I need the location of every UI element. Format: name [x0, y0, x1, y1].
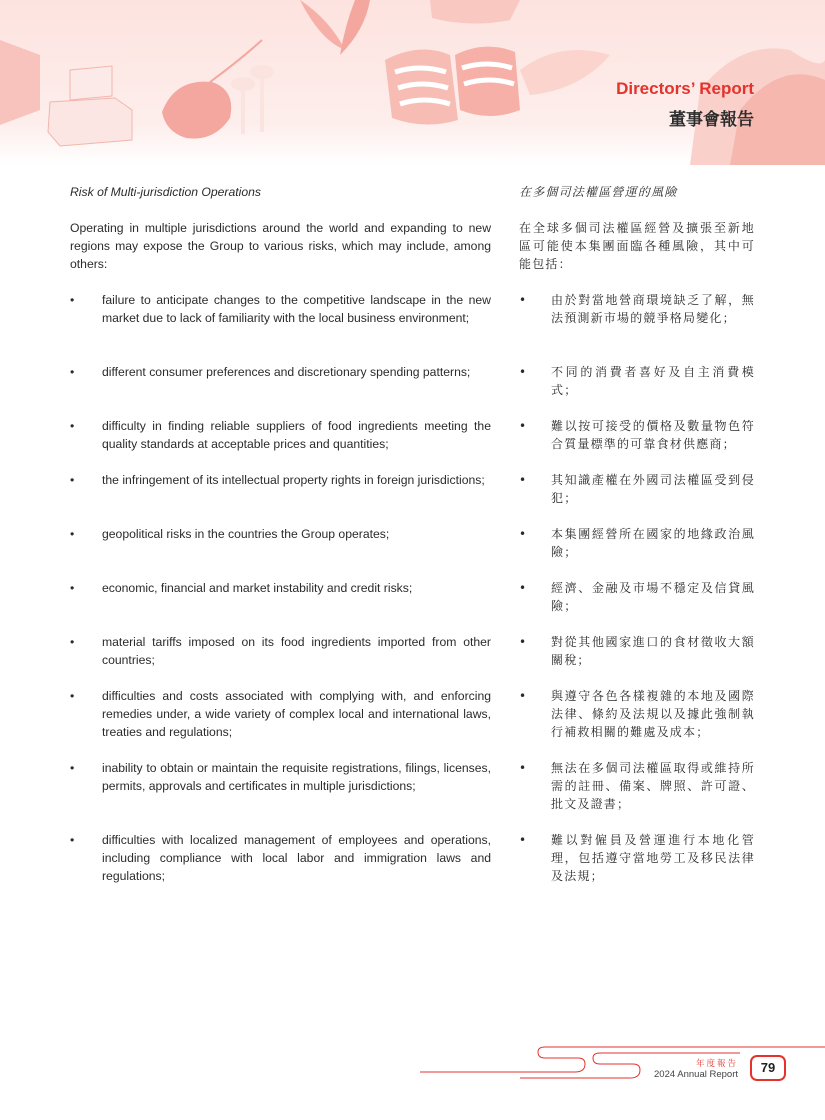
english-column [70, 183, 491, 883]
list-item: • 不同的消費者喜好及自主消費模式； [519, 365, 755, 397]
bullet-dot: • [519, 833, 528, 847]
bullet-dot: • [519, 635, 528, 649]
bullet-dot: • [70, 293, 75, 307]
bullet-dot: • [70, 473, 75, 487]
report-title-en: Directors’ Report [616, 79, 754, 98]
footer-label-zh: 年度報告 [695, 1059, 738, 1069]
bullet-dot: • [70, 833, 75, 847]
list-item: • 其知識產權在外國司法權區受到侵犯； [519, 473, 755, 505]
bullet-dot: • [70, 581, 75, 595]
list-item: • inability to obtain or maintain the requisite registrations, filings, licenses, permits, approvals and certificates in multiple jurisdictions; [70, 761, 491, 793]
list-item: • 難以對僱員及營運進行本地化管理，包括遵守當地勞工及移民法律及法規； [519, 833, 755, 883]
chinese-column [519, 183, 755, 883]
bullet-dot: • [70, 689, 75, 703]
list-item: • different consumer preferences and discretionary spending patterns; [70, 365, 471, 379]
list-item: • material tariffs imposed on its food ingredients imported from other countries; [70, 635, 491, 667]
bullet-dot: • [519, 761, 528, 775]
list-item: • 難以按可接受的價格及數量物色符合質量標準的可靠食材供應商； [519, 419, 755, 451]
list-item: • difficulties with localized management of employees and operations, including compliance with local labor and immigration laws and regulations; [70, 833, 491, 883]
intro-paragraph-zh: 在全球多個司法權區經營及擴張至新地區可能使本集團面臨各種風險，其中可能包括： [519, 221, 755, 271]
list-item: • failure to anticipate changes to the competitive landscape in the new market due to lack of familiarity with the local business environment; [70, 293, 491, 325]
report-title-zh: 董事會報告 [669, 110, 754, 130]
bullet-dot: • [70, 761, 75, 775]
list-item: • the infringement of its intellectual property rights in foreign jurisdictions; [70, 473, 485, 487]
bullet-dot: • [519, 581, 528, 595]
list-item: • economic, financial and market instability and credit risks; [70, 581, 413, 595]
list-item: • difficulty in finding reliable suppliers of food ingredients meeting the quality standards at acceptable prices and quantities; [70, 419, 491, 451]
bullet-dot: • [70, 365, 75, 379]
list-item: • 與遵守各色各樣複雜的本地及國際法律、條約及法規以及據此強制執行補救相關的難處及成本； [519, 689, 755, 739]
list-item: • 經濟、金融及市場不穩定及信貸風險； [519, 581, 755, 613]
list-item: • 對從其他國家進口的食材徵收大額關稅； [519, 635, 755, 667]
bullet-dot: • [519, 419, 528, 433]
bullet-dot: • [70, 527, 75, 541]
intro-paragraph-en: Operating in multiple jurisdictions around the world and expanding to new regions may expose the Group to various risks, which may include, among others: [70, 221, 491, 271]
page-number: 79 [750, 1055, 786, 1081]
bullet-dot: • [70, 419, 75, 433]
section-title-zh: 在多個司法權區營運的風險 [519, 185, 678, 199]
bullet-dot: • [519, 527, 528, 541]
bullet-dot: • [70, 635, 75, 649]
section-title-en: Risk of Multi-jurisdiction Operations [70, 185, 262, 199]
list-item: • 無法在多個司法權區取得或維持所需的註冊、備案、牌照、許可證、批文及證書； [519, 761, 755, 811]
bullet-dot: • [519, 293, 528, 307]
list-item: • geopolitical risks in the countries the Group operates; [70, 527, 390, 541]
footer-label-en: 2024 Annual Report [654, 1069, 738, 1080]
bullet-dot: • [519, 689, 528, 703]
list-item: • 本集團經營所在國家的地緣政治風險； [519, 527, 755, 559]
list-item: • difficulties and costs associated with complying with, and enforcing remedies under, a wide variety of complex local and international laws, treaties and regulations; [70, 689, 491, 739]
list-item: • 由於對當地營商環境缺乏了解，無法預測新市場的競爭格局變化； [519, 293, 755, 325]
bullet-dot: • [519, 365, 528, 379]
bullet-dot: • [519, 473, 528, 487]
